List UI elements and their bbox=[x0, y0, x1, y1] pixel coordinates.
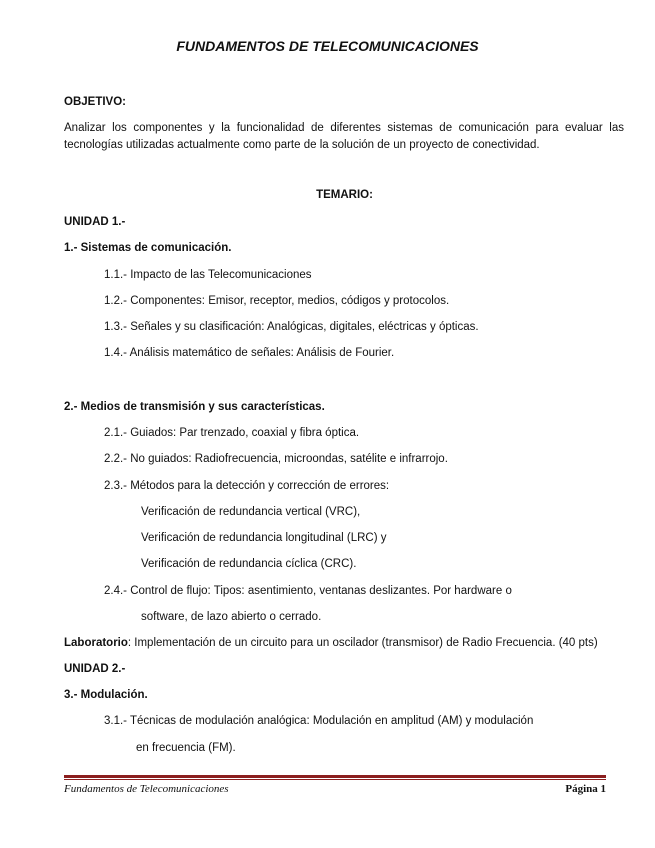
temario-heading: TEMARIO: bbox=[316, 189, 373, 201]
page-number: Página 1 bbox=[565, 783, 606, 795]
sub-list-item: Verificación de redundancia longitudinal (LRC) y bbox=[141, 532, 387, 544]
list-item: 1.3.- Señales y su clasificación: Analógicas, digitales, eléctricas y ópticas. bbox=[104, 321, 479, 333]
sub-list-item: Verificación de redundancia cíclica (CRC). bbox=[141, 558, 357, 570]
objetivo-text: Analizar los componentes y la funcionalidad de diferentes sistemas de comunicación para evaluar las tecnologías utilizadas actualmente como parte de la solución de un proyecto de conectividad. bbox=[64, 122, 624, 151]
list-item: 2.2.- No guiados: Radiofrecuencia, microondas, satélite e infrarrojo. bbox=[104, 453, 448, 465]
document-title: FUNDAMENTOS DE TELECOMUNICACIONES bbox=[176, 38, 479, 54]
unidad-1-heading: UNIDAD 1.- bbox=[64, 216, 126, 228]
footer-divider bbox=[64, 775, 606, 778]
list-item: 1.1.- Impacto de las Telecomunicaciones bbox=[104, 269, 312, 281]
section-1-heading: 1.- Sistemas de comunicación. bbox=[64, 242, 232, 254]
list-item: 1.2.- Componentes: Emisor, receptor, medios, códigos y protocolos. bbox=[104, 295, 450, 307]
footer-divider-thin bbox=[64, 779, 606, 780]
unidad-2-heading: UNIDAD 2.- bbox=[64, 663, 126, 675]
laboratorio-label: Laboratorio bbox=[64, 637, 128, 649]
laboratorio-line bbox=[64, 637, 598, 649]
list-item-continuation: en frecuencia (FM). bbox=[136, 742, 236, 754]
footer-title: Fundamentos de Telecomunicaciones bbox=[64, 783, 229, 795]
list-item: 3.1.- Técnicas de modulación analógica: Modulación en amplitud (AM) y modulación bbox=[104, 715, 534, 727]
list-item: 2.1.- Guiados: Par trenzado, coaxial y fibra óptica. bbox=[104, 427, 360, 439]
laboratorio-text: : Implementación de un circuito para un oscilador (transmisor) de Radio Frecuencia. (40 pts) bbox=[127, 637, 598, 649]
section-2-heading: 2.- Medios de transmisión y sus características. bbox=[64, 401, 325, 413]
sub-list-item: Verificación de redundancia vertical (VRC), bbox=[141, 506, 361, 518]
list-item: 2.3.- Métodos para la detección y corrección de errores: bbox=[104, 480, 390, 492]
list-item: 2.4.- Control de flujo: Tipos: asentimiento, ventanas deslizantes. Por hardware o bbox=[104, 585, 512, 597]
section-3-heading: 3.- Modulación. bbox=[64, 689, 148, 701]
list-item: 1.4.- Análisis matemático de señales: Análisis de Fourier. bbox=[104, 347, 395, 359]
objetivo-heading: OBJETIVO: bbox=[64, 96, 126, 108]
list-item-continuation: software, de lazo abierto o cerrado. bbox=[141, 611, 322, 623]
